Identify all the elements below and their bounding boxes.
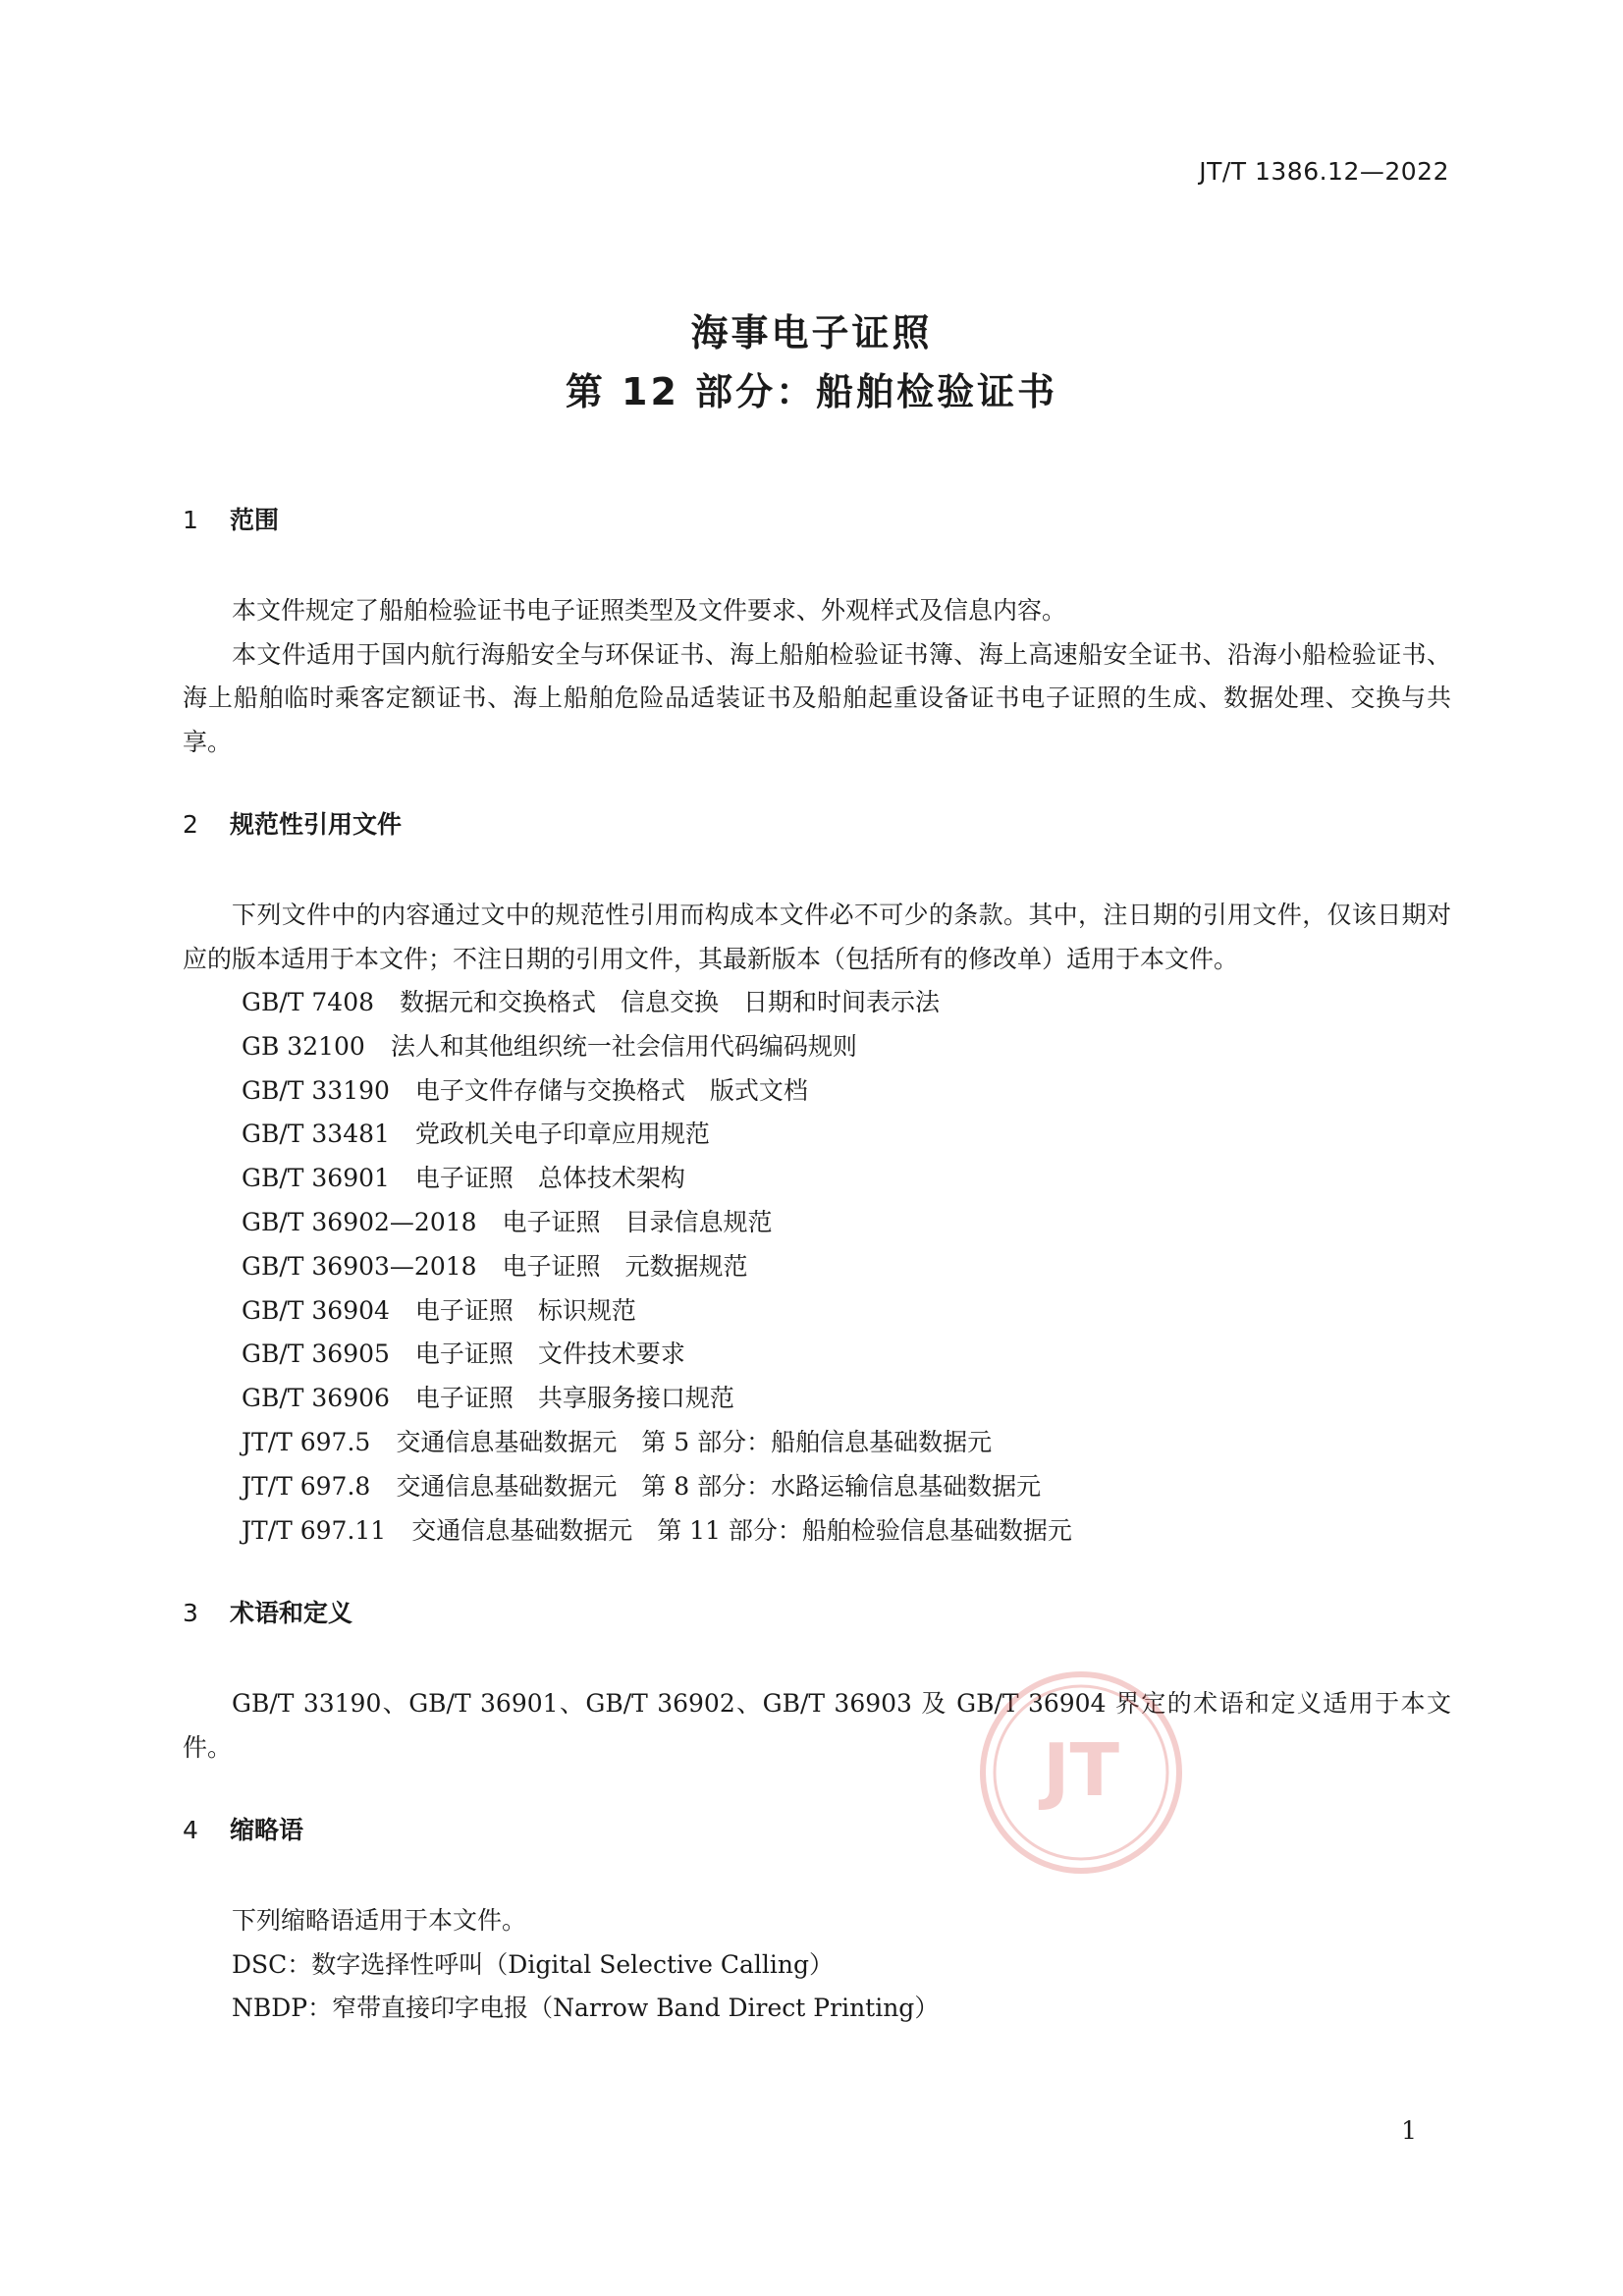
reference-item: [183, 1113, 1451, 1157]
reference-item: [183, 1465, 1451, 1509]
paragraph: 本文件适用于国内航行海船安全与环保证书、海上船舶检验证书簿、海上高速船安全证书、沿海小船检验证书、海上船舶临时乘客定额证书、海上船舶危险品适装证书及船舶起重设备证书电子证照的生成、数据处理、交换与共享。: [183, 639, 1451, 756]
section-heading: [183, 1811, 1451, 1850]
reference-code: GB/T 36901: [242, 1164, 390, 1193]
reference-code: JT/T 697.11: [242, 1515, 387, 1545]
reference-list: [183, 981, 1451, 1553]
reference-item: [183, 1069, 1451, 1114]
reference-code: JT/T 697.5: [242, 1427, 371, 1456]
document-subtitle: 第 12 部分：船舶检验证书: [565, 370, 1058, 413]
reference-item: [183, 1509, 1451, 1554]
section-normative-references: [183, 805, 1451, 1553]
reference-code: GB/T 7408: [242, 988, 375, 1016]
jt-seal-watermark-icon: [978, 1669, 1184, 1876]
seal-text: JT: [1042, 1728, 1120, 1813]
reference-title: 交通信息基础数据元 第 5 部分：船舶信息基础数据元: [396, 1427, 993, 1456]
reference-title: 电子证照 共享服务接口规范: [414, 1384, 734, 1413]
section-title: 缩略语: [230, 1816, 304, 1845]
section-number: 3: [183, 1599, 198, 1628]
reference-item: [183, 1289, 1451, 1334]
reference-title: 电子证照 总体技术架构: [414, 1164, 685, 1193]
page-number: 1: [1401, 2116, 1417, 2145]
paragraph: 下列缩略语适用于本文件。: [232, 1906, 527, 1936]
section-number: 2: [183, 810, 198, 839]
section-terms-definitions: [183, 1594, 1451, 1770]
reference-code: GB/T 36903—2018: [242, 1251, 477, 1281]
reference-title: 党政机关电子印章应用规范: [414, 1120, 710, 1149]
reference-item: [183, 1025, 1451, 1069]
reference-title: 电子证照 标识规范: [414, 1295, 636, 1325]
section-title: 范围: [230, 506, 280, 534]
reference-code: GB/T 33481: [242, 1120, 390, 1149]
paragraph: 下列文件中的内容通过文中的规范性引用而构成本文件必不可少的条款。其中，注日期的引用文件，仅该日期对应的版本适用于本文件；不注日期的引用文件，其最新版本（包括所有的修改单）适用于本文件。: [183, 901, 1451, 973]
section-title: 术语和定义: [230, 1599, 353, 1628]
reference-item: [183, 1333, 1451, 1377]
reference-item: [183, 981, 1451, 1025]
reference-item: [183, 1421, 1451, 1465]
reference-code: GB/T 36902—2018: [242, 1207, 477, 1236]
reference-title: 交通信息基础数据元 第 8 部分：水路运输信息基础数据元: [396, 1471, 1042, 1501]
reference-title: 交通信息基础数据元 第 11 部分：船舶检验信息基础数据元: [411, 1515, 1072, 1545]
section-heading: [183, 1594, 1451, 1633]
reference-code: GB/T 36905: [242, 1339, 390, 1369]
reference-item: [183, 1245, 1451, 1289]
section-title: 规范性引用文件: [230, 810, 403, 839]
abbreviation-item: DSC：数字选择性呼叫（Digital Selective Calling）: [232, 1949, 834, 1979]
section-number: 4: [183, 1816, 198, 1845]
section-heading: [183, 501, 1451, 540]
document-body: [183, 501, 1451, 2072]
section-scope: [183, 501, 1451, 764]
reference-code: GB 32100: [242, 1031, 365, 1061]
reference-title: 电子文件存储与交换格式 版式文档: [414, 1075, 808, 1105]
standard-code: JT/T 1386.12—2022: [1199, 157, 1449, 186]
section-abbreviations: [183, 1811, 1451, 2031]
reference-title: 数据元和交换格式 信息交换 日期和时间表示法: [400, 988, 941, 1016]
reference-item: [183, 1201, 1451, 1245]
paragraph: GB/T 33190、GB/T 36901、GB/T 36902、GB/T 36903 及 GB/T 36904 界定的术语和定义适用于本文件。: [183, 1689, 1451, 1762]
reference-code: GB/T 36904: [242, 1295, 390, 1325]
paragraph: 本文件规定了船舶检验证书电子证照类型及文件要求、外观样式及信息内容。: [232, 596, 1067, 625]
abbreviation-item: NBDP：窄带直接印字电报（Narrow Band Direct Printing）: [232, 1994, 940, 2023]
reference-item: [183, 1157, 1451, 1201]
reference-item: [183, 1377, 1451, 1421]
reference-title: 电子证照 目录信息规范: [502, 1207, 773, 1236]
reference-code: GB/T 36906: [242, 1384, 390, 1413]
reference-title: 法人和其他组织统一社会信用代码编码规则: [390, 1031, 857, 1061]
reference-code: GB/T 33190: [242, 1075, 390, 1105]
reference-title: 电子证照 文件技术要求: [414, 1339, 685, 1369]
reference-title: 电子证照 元数据规范: [502, 1251, 748, 1281]
reference-code: JT/T 697.8: [242, 1471, 371, 1501]
document-title: 海事电子证照: [690, 311, 933, 355]
section-heading: [183, 805, 1451, 845]
section-number: 1: [183, 506, 198, 534]
